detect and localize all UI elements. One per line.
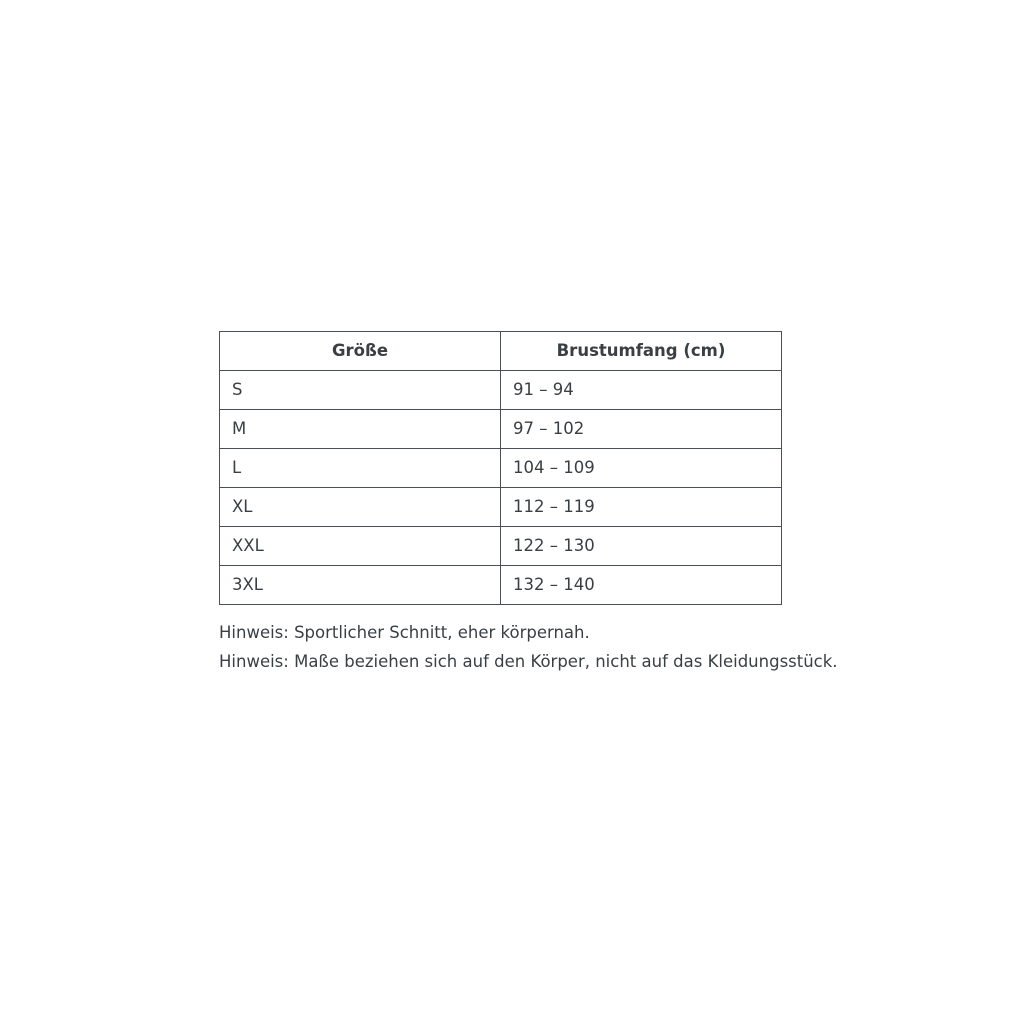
cell-size: L bbox=[220, 449, 501, 488]
cell-size: M bbox=[220, 410, 501, 449]
table-row bbox=[220, 488, 782, 527]
table-row bbox=[220, 371, 782, 410]
table-row bbox=[220, 527, 782, 566]
cell-chest: 132 – 140 bbox=[501, 566, 782, 605]
size-table bbox=[219, 331, 782, 605]
note-fit: Hinweis: Sportlicher Schnitt, eher körpernah. bbox=[219, 623, 590, 642]
note-measurement: Hinweis: Maße beziehen sich auf den Körper, nicht auf das Kleidungsstück. bbox=[219, 652, 838, 671]
table-body bbox=[220, 371, 782, 605]
cell-chest: 112 – 119 bbox=[501, 488, 782, 527]
size-table-container bbox=[219, 331, 781, 605]
table-row bbox=[220, 566, 782, 605]
notes-block bbox=[219, 618, 979, 676]
cell-chest: 104 – 109 bbox=[501, 449, 782, 488]
column-header-size: Größe bbox=[220, 332, 501, 371]
table-row bbox=[220, 449, 782, 488]
table-row bbox=[220, 410, 782, 449]
cell-chest: 91 – 94 bbox=[501, 371, 782, 410]
cell-chest: 122 – 130 bbox=[501, 527, 782, 566]
cell-size: XL bbox=[220, 488, 501, 527]
table-header-row bbox=[220, 332, 782, 371]
column-header-chest: Brustumfang (cm) bbox=[501, 332, 782, 371]
cell-size: XXL bbox=[220, 527, 501, 566]
cell-size: S bbox=[220, 371, 501, 410]
cell-size: 3XL bbox=[220, 566, 501, 605]
cell-chest: 97 – 102 bbox=[501, 410, 782, 449]
table-header bbox=[220, 332, 782, 371]
